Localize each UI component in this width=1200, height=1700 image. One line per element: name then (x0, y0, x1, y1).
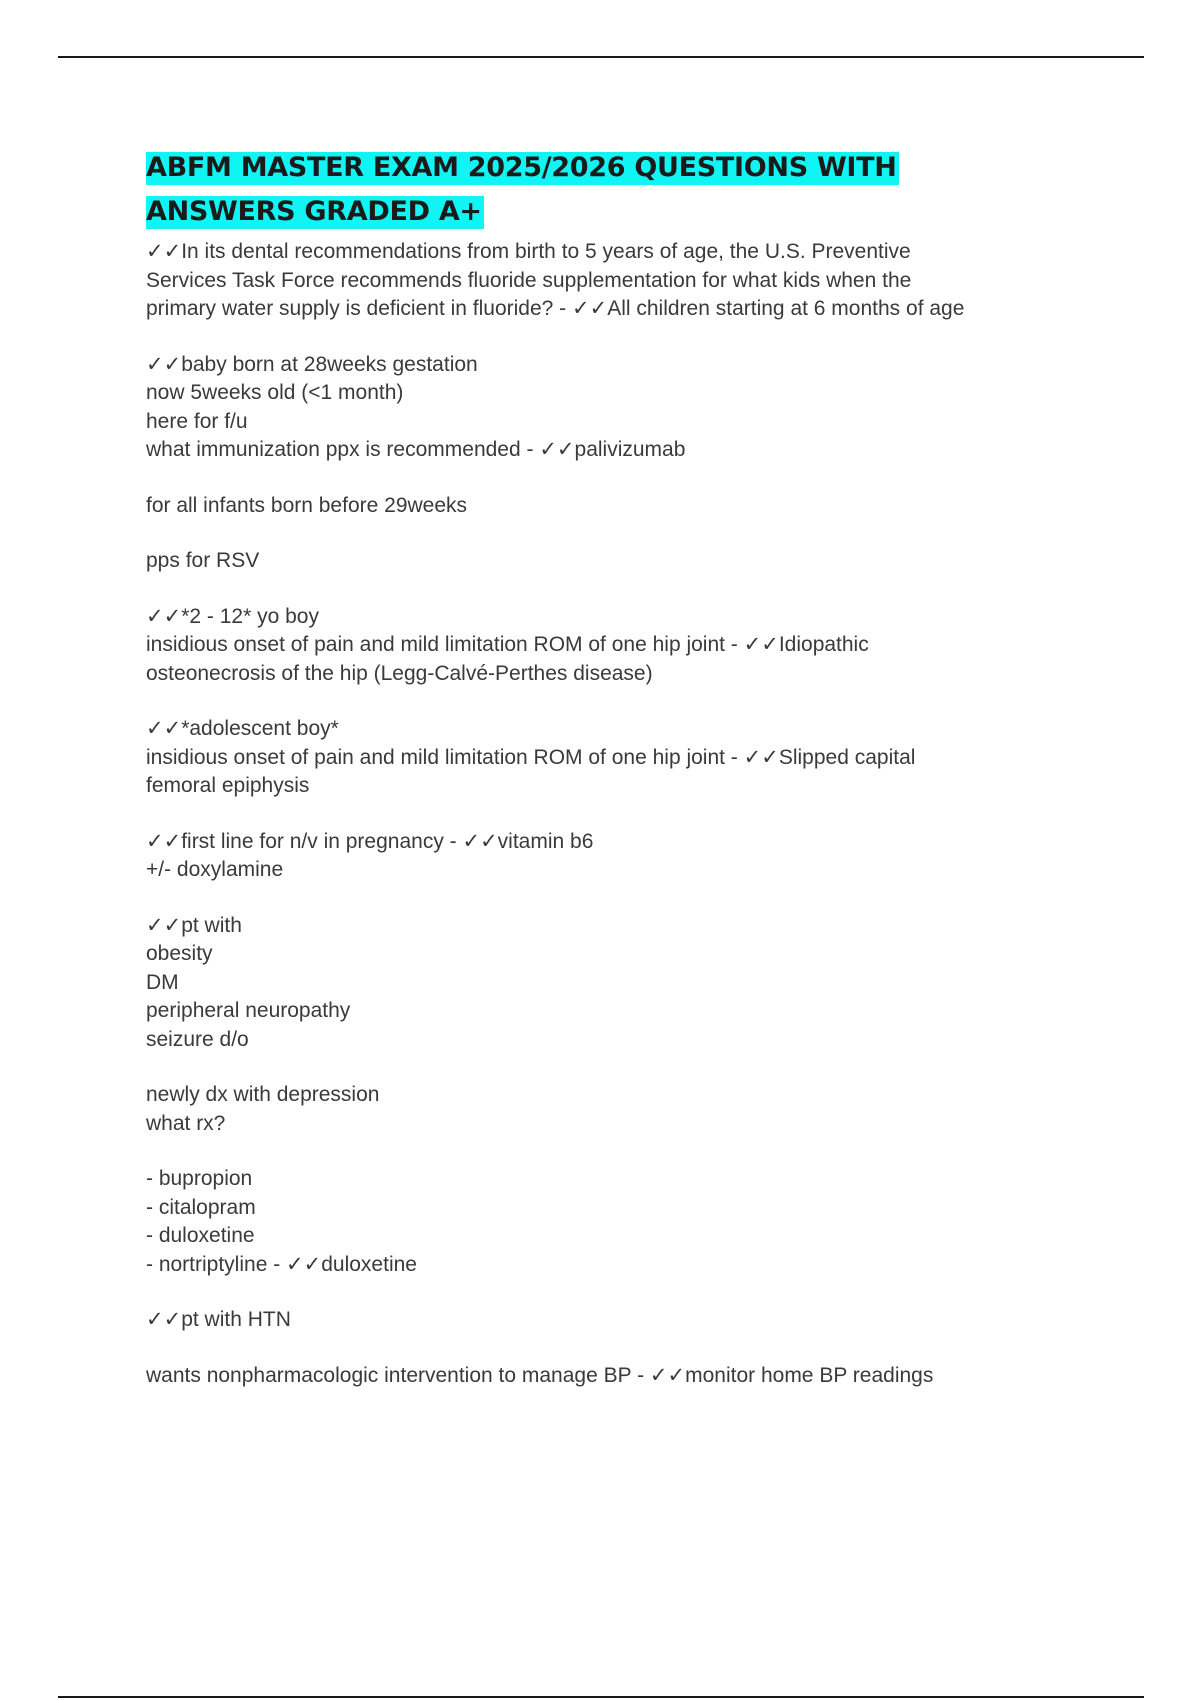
qa-line: - nortriptyline - ✓✓duloxetine (146, 1252, 417, 1276)
qa-line: ✓✓pt with (146, 913, 242, 937)
qa-line: wants nonpharmacologic intervention to manage BP - ✓✓monitor home BP readings (146, 1363, 934, 1387)
qa-line: - duloxetine (146, 1224, 255, 1247)
title-line-2: ANSWERS GRADED A+ (146, 196, 482, 227)
qa-line: ✓✓In its dental recommendations from birth to 5 years of age, the U.S. Preventive (146, 240, 911, 263)
qa-block-htn (146, 1306, 1126, 1335)
qa-line: - bupropion (146, 1167, 253, 1190)
qa-line: ✓✓first line for n/v in pregnancy - ✓✓vitamin b6 (146, 829, 594, 853)
qa-block-rsv-note (146, 547, 1126, 576)
qa-line: ✓✓*adolescent boy* (146, 717, 339, 740)
qa-block-legg-calve-perthes (146, 603, 1126, 689)
qa-block-infants-note (146, 492, 1126, 521)
qa-line: pps for RSV (146, 549, 260, 572)
qa-line: for all infants born before 29weeks (146, 493, 468, 517)
document-title (146, 146, 1126, 234)
qa-line: ✓✓*2 - 12* yo boy (146, 604, 319, 628)
qa-block-depression-question (146, 1081, 1126, 1138)
qa-line: femoral epiphysis (146, 774, 310, 797)
qa-line: obesity (146, 942, 213, 965)
qa-line: +/- doxylamine (146, 858, 284, 881)
qa-block-bp-monitoring (146, 1362, 1126, 1391)
title-line-1: ABFM MASTER EXAM 2025/2026 QUESTIONS WITH (146, 152, 897, 183)
qa-line: primary water supply is deficient in fluoride? - ✓✓All children starting at 6 months of age (146, 297, 965, 320)
qa-block-fluoride (146, 238, 1126, 324)
qa-line: insidious onset of pain and mild limitation ROM of one hip joint - ✓✓Slipped capital (146, 745, 916, 769)
qa-block-depression-options (146, 1165, 1126, 1279)
qa-line: peripheral neuropathy (146, 999, 351, 1022)
qa-line: ✓✓baby born at 28weeks gestation (146, 352, 478, 376)
document-body (146, 146, 1126, 1417)
qa-line: now 5weeks old (<1 month) (146, 381, 404, 404)
qa-line: Services Task Force recommends fluoride supplementation for what kids when the (146, 268, 912, 292)
qa-line: DM (146, 970, 179, 994)
qa-block-patient-conditions (146, 912, 1126, 1055)
bottom-rule (58, 1696, 1144, 1698)
qa-line: osteonecrosis of the hip (Legg-Calvé-Perthes disease) (146, 661, 653, 685)
qa-block-nausea-pregnancy (146, 828, 1126, 885)
qa-line: newly dx with depression (146, 1083, 380, 1106)
qa-block-palivizumab (146, 351, 1126, 465)
qa-line: what immunization ppx is recommended - ✓✓palivizumab (146, 438, 686, 461)
qa-line: insidious onset of pain and mild limitation ROM of one hip joint - ✓✓Idiopathic (146, 633, 869, 656)
qa-line: here for f/u (146, 409, 248, 433)
qa-line: - citalopram (146, 1195, 256, 1219)
top-rule (58, 56, 1144, 58)
qa-line: what rx? (146, 1111, 226, 1135)
qa-line: ✓✓pt with HTN (146, 1308, 291, 1331)
qa-line: seizure d/o (146, 1027, 249, 1051)
qa-block-scfe (146, 715, 1126, 801)
